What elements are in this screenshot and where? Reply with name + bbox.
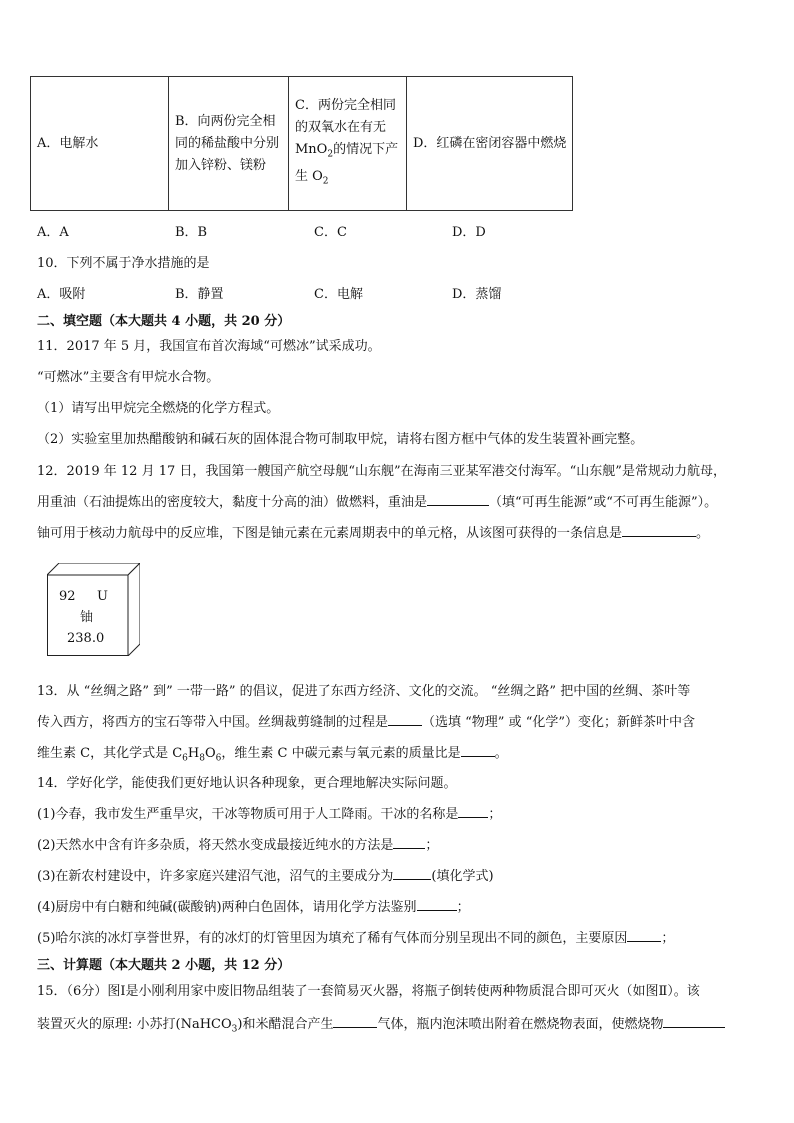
q15-line-2: 装置灭火的原理: 小苏打(NaHCO$_3$)和米醋混合产生 气体，瓶内泡沫喷出附着在燃烧物表面，使燃烧物 [37,1013,725,1035]
answer-blank[interactable] [388,713,422,726]
q14-item-2: (2)天然水中含有许多杂质，将天然水变成最接近纯水的方法是 ； [37,838,439,853]
answer-blank[interactable] [458,805,488,818]
q9-option-c: C．两份完全相同的双氧水在有无MnO$_2$的情况下产生 $O_2$ [289,77,407,211]
answer-blank[interactable] [333,1015,377,1028]
answer-blank[interactable] [461,744,495,757]
q10-stem: 10．下列不属于净水措施的是 [37,256,210,271]
q13-line-2: 传入西方，将西方的宝石等带入中国。丝绸裁剪缝制的过程是 （选填 “物理” 或 “化学”）变化；新鲜茶叶中含 [37,715,695,730]
section-2-heading: 二、填空题（本大题共 4 小题，共 20 分） [37,314,291,329]
q10-option-a: A．吸附 [37,287,86,302]
q13-line-3: 维生素 C，其化学式是 $C_6H_8O_6$，维生素 C 中碳元素与氧元素的质量比是 。 [37,746,508,764]
q9-answer-c: C．C [314,225,347,240]
q9-option-a: A．电解水 [31,77,169,211]
answer-blank[interactable] [627,929,661,942]
section-3-heading: 三、计算题（本大题共 2 小题，共 12 分） [37,958,291,973]
q11-part-1: （1）请写出甲烷完全燃烧的化学方程式。 [37,401,280,416]
q12-line-1: 12．2019 年 12 月 17 日，我国第一艘国产航空母舰“山东舰”在海南三亚某军港交付海军。“山东舰”是常规动力航母， [37,464,726,479]
q10-option-b: B．静置 [175,287,224,302]
answer-blank[interactable] [393,836,425,849]
q9-answer-d: D．D [452,225,486,240]
q9-option-d: D．红磷在密闭容器中燃烧 [407,77,573,211]
q14-stem: 14．学好化学，能使我们更好地认识各种现象，更合理地解决实际问题。 [37,776,457,791]
element-cell-uranium [47,563,140,656]
answer-blank[interactable] [622,524,696,537]
answer-blank[interactable] [427,493,489,506]
atomic-mass: 238.0 [67,631,105,646]
q9-answer-b: B．B [175,225,208,240]
q11-line-1: 11．2017 年 5 月，我国宣布首次海域“可燃冰”试采成功。 [37,339,381,354]
answer-blank[interactable] [393,867,431,880]
q10-option-d: D．蒸馏 [452,287,502,302]
atomic-number: 92 [59,589,76,604]
q9-option-b: B．向两份完全相同的稀盐酸中分别加入锌粉、镁粉 [169,77,289,211]
q12-line-3: 铀可用于核动力航母中的反应堆，下图是铀元素在元素周期表中的单元格，从该图可获得的一条信息是 。 [37,526,710,541]
q14-item-1: (1)今春，我市发生严重旱灾，干冰等物质可用于人工降雨。干冰的名称是 ； [37,807,502,822]
q12-line-2: 用重油（石油提炼出的密度较大，黏度十分高的油）做燃料，重油是 （填“可再生能源”或“不可再生能源”）。 [37,495,718,510]
q10-option-c: C．电解 [314,287,363,302]
q9-options-table [30,76,573,211]
element-symbol: U [97,589,108,604]
q14-item-3: (3)在新农村建设中，许多家庭兴建沼气池，沼气的主要成分为 (填化学式) [37,869,494,884]
q14-item-4: (4)厨房中有白糖和纯碱(碳酸钠)两种白色固体，请用化学方法鉴别 ； [37,900,470,915]
q13-line-1: 13．从 “丝绸之路” 到” 一带一路” 的倡议，促进了东西方经济、文化的交流。 “丝绸之路” 把中国的丝绸、茶叶等 [37,684,691,699]
q11-line-2: “可燃冰”主要含有甲烷水合物。 [37,370,220,385]
q11-part-2: （2）实验室里加热醋酸钠和碱石灰的固体混合物可制取甲烷，请将右图方框中气体的发生装置补画完整。 [37,432,644,447]
q9-answer-a: A．A [37,225,69,240]
element-name: 铀 [80,610,94,625]
q15-line-1: 15．（6分）图Ⅰ是小刚利用家中废旧物品组装了一套简易灭火器，将瓶子倒转使两种物质混合即可灭火（如图Ⅱ）。该 [37,984,700,999]
answer-blank[interactable] [417,898,457,911]
answer-blank[interactable] [663,1015,725,1028]
q14-item-5: (5)哈尔滨的冰灯享誉世界，有的冰灯的灯管里因为填充了稀有气体而分别呈现出不同的颜色，主要原因 ； [37,931,675,946]
